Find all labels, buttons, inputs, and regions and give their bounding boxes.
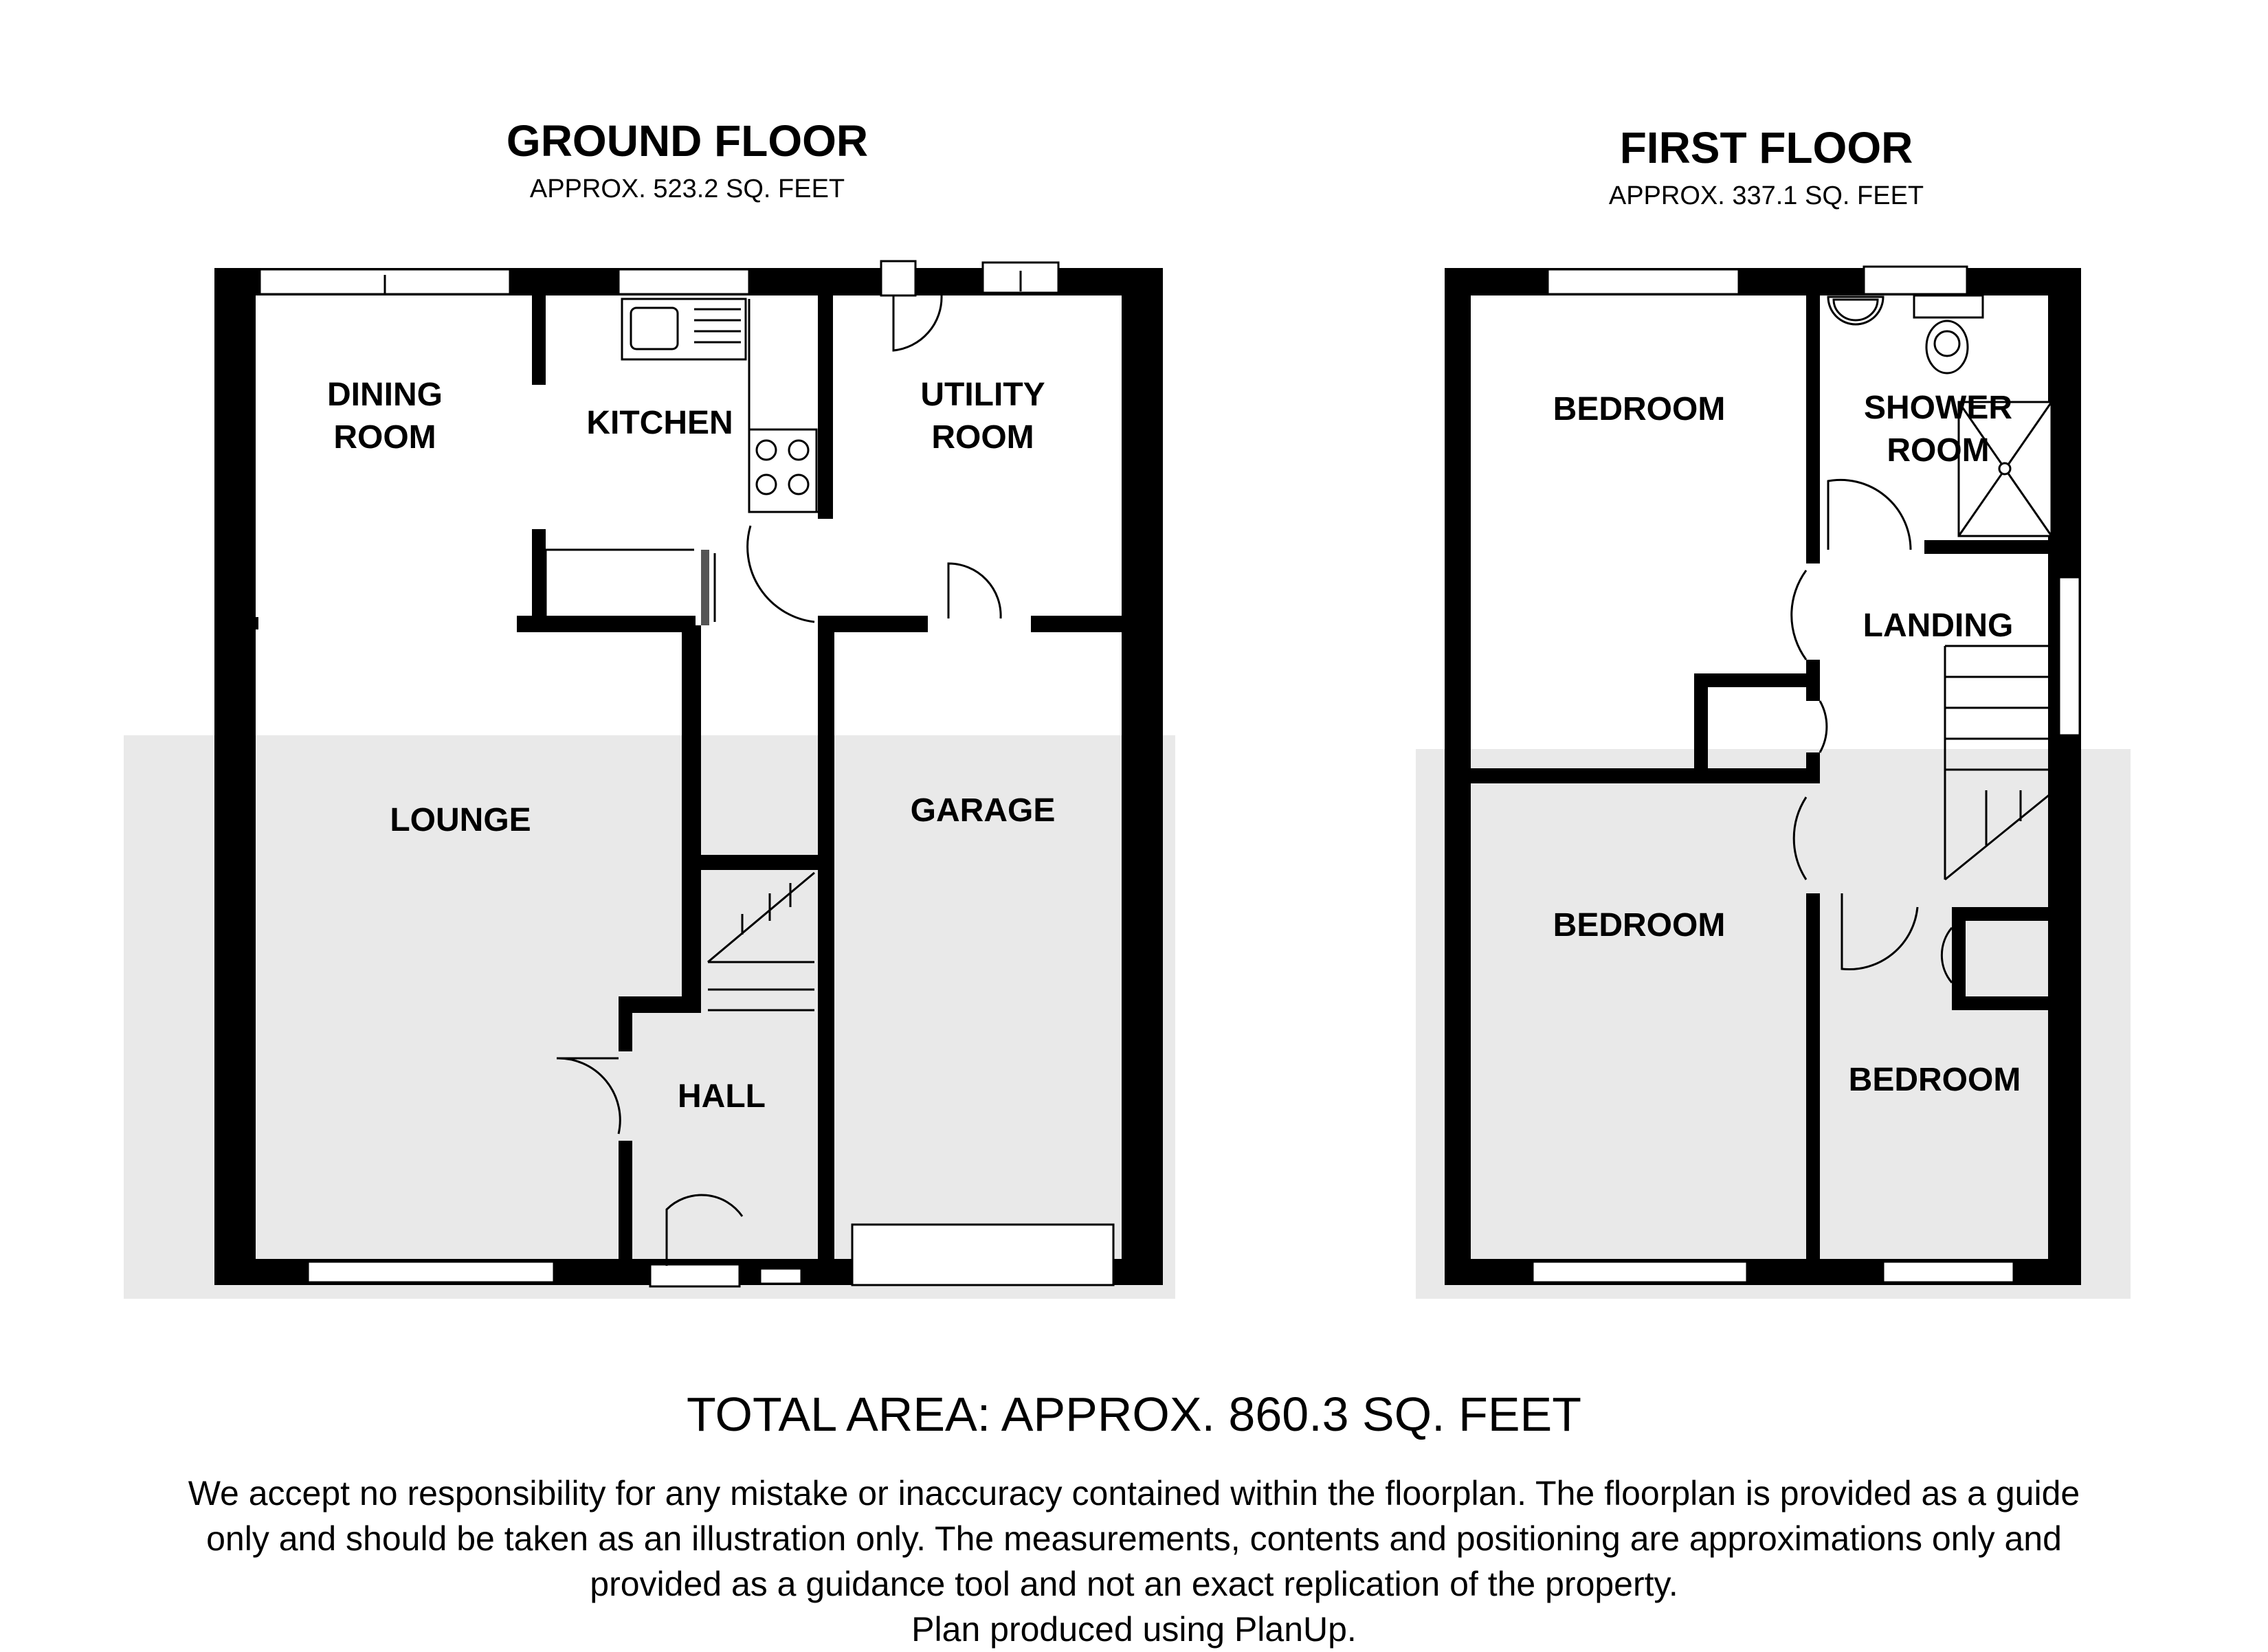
room-label-shower-line2: ROOM — [1887, 432, 1990, 469]
room-label-kitchen: KITCHEN — [586, 405, 733, 441]
disclaimer-line-4: Plan produced using PlanUp. — [911, 1610, 1357, 1649]
first-floor-title: FIRST FLOOR — [1619, 123, 1913, 172]
disclaimer — [0, 1471, 2268, 1652]
room-label-garage: GARAGE — [910, 792, 1056, 829]
toilet-icon — [1914, 295, 1983, 373]
disclaimer-line-2: only and should be taken as an illustration only. The measurements, contents and positioning are approximations only and — [206, 1519, 2062, 1558]
room-label-dining-line1: DINING — [327, 377, 443, 413]
basin-icon — [1828, 297, 1883, 324]
total-area: TOTAL AREA: APPROX. 860.3 SQ. FEET — [687, 1387, 1581, 1441]
sink-icon — [622, 299, 746, 359]
ground-floor-title: GROUND FLOOR — [506, 116, 869, 166]
disclaimer-line-1: We accept no responsibility for any mistake or inaccuracy contained within the floorplan. The floorplan is provided as a guide — [188, 1474, 2080, 1513]
room-label-lounge: LOUNGE — [390, 802, 531, 838]
room-label-landing: LANDING — [1863, 607, 2014, 644]
room-label-shower — [1828, 387, 2048, 472]
room-label-shower-line1: SHOWER — [1864, 390, 2012, 426]
room-label-bedroom-1: BEDROOM — [1553, 391, 1726, 427]
room-label-dining-line2: ROOM — [333, 419, 436, 456]
room-label-utility — [873, 374, 1093, 459]
first-floor-area: APPROX. 337.1 SQ. FEET — [1608, 181, 1924, 210]
room-label-dining — [275, 374, 495, 459]
room-label-utility-line1: UTILITY — [920, 377, 1045, 413]
disclaimer-line-3: provided as a guidance tool and not an exact replication of the property. — [590, 1565, 1678, 1603]
room-label-utility-line2: ROOM — [931, 419, 1034, 456]
room-label-bedroom-2: BEDROOM — [1553, 907, 1726, 944]
room-label-bedroom-3: BEDROOM — [1848, 1062, 2021, 1098]
room-label-hall: HALL — [678, 1078, 766, 1115]
ground-floor-area: APPROX. 523.2 SQ. FEET — [529, 175, 845, 203]
